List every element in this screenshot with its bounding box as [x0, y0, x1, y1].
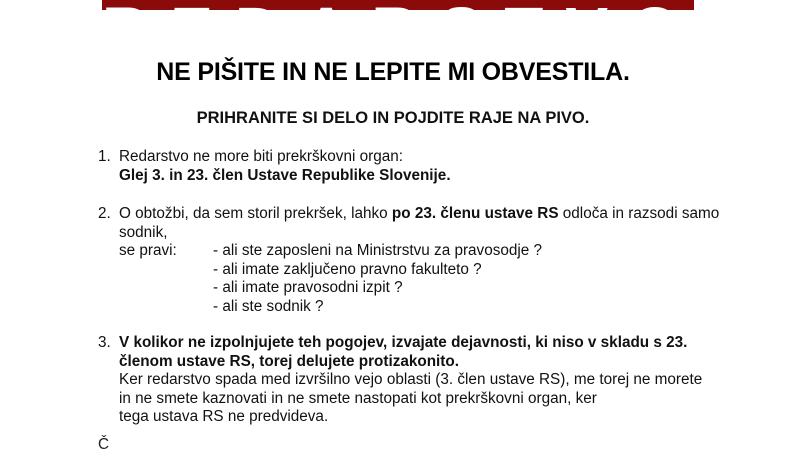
question: - ali ste zaposleni na Ministrstvu za pravosodje ? [213, 242, 543, 259]
question-row [119, 261, 738, 280]
page-subtitle: PRIHRANITE SI DELO IN POJDITE RAJE NA PIVO. [196, 109, 590, 127]
page-title: NE PIŠITE IN NE LEPITE MI OBVESTILA. [156, 58, 630, 86]
question: - ali imate zaključeno pravno fakulteto ? [213, 260, 482, 278]
list-item-1 [98, 148, 738, 185]
list-item-2 [98, 205, 738, 316]
question-row [119, 279, 738, 298]
question-lead: se pravi: [119, 242, 177, 259]
list-item-3 [98, 334, 738, 427]
item-2-bold-text: po 23. členu ustave RS [391, 205, 559, 222]
item-3-line: tega ustava RS ne predvideva. [119, 408, 329, 425]
item-3-line: in ne smete kaznovati in ne smete nastopati kot prekrškovni organ, ker [119, 389, 597, 407]
item-number: 1. [98, 148, 111, 165]
item-3-line: Ker redarstvo spada med izvršilno vejo oblasti (3. člen ustave RS), me torej ne morete [119, 371, 703, 388]
question-row [119, 242, 738, 261]
question-row [119, 298, 738, 317]
item-3-bold-paragraph: V kolikor ne izpolnjujete teh pogojev, izvajate dejavnosti, ki niso v skladu s 23. členom ustave RS, torej delujete protizakonito. [119, 334, 688, 370]
item-number: 3. [98, 334, 111, 351]
item-2-paragraph [119, 205, 738, 242]
banner-text: REDARSTVO [102, 0, 702, 66]
item-1-line: Redarstvo ne more biti prekrškovni organ: [119, 148, 403, 165]
item-2-text-before: O obtožbi, da sem storil prekršek, lahko [119, 205, 392, 222]
item-1-bold-line: Glej 3. in 23. člen Ustave Republike Slovenije. [119, 166, 451, 184]
numbered-list [98, 148, 738, 427]
question: - ali ste sodnik ? [213, 297, 324, 315]
header-banner [102, 0, 702, 66]
item-2-text-after: odloča in razsodi samo sodnik, [119, 205, 720, 241]
cutoff-line: Č [98, 436, 110, 453]
question: - ali imate pravosodni izpit ? [213, 279, 403, 296]
item-number: 2. [98, 205, 111, 222]
